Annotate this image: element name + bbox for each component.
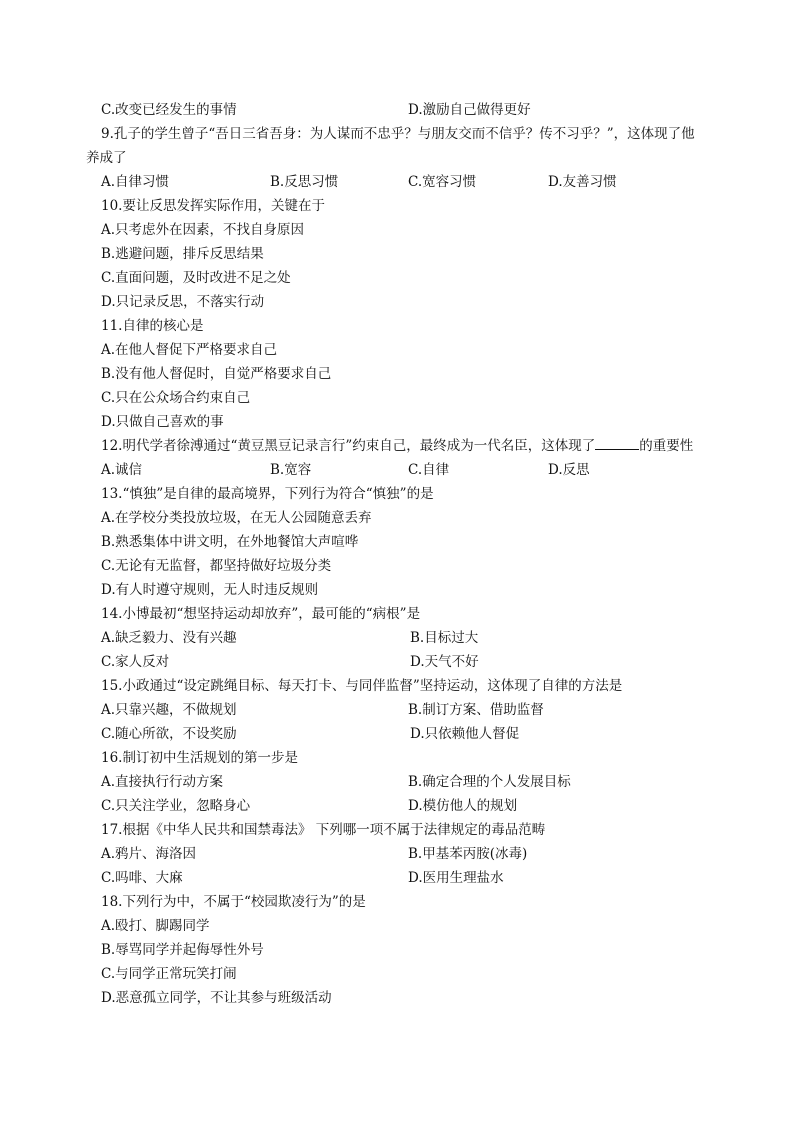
q9-option-c: C.宽容习惯	[408, 174, 477, 190]
q13-option-c: C.无论有无监督，都坚持做好垃圾分类	[101, 558, 332, 574]
q16-option-a: A.直接执行行动方案	[101, 774, 224, 790]
q11-stem: 11.自律的核心是	[101, 318, 204, 334]
q17-option-c: C.吗啡、大麻	[101, 870, 183, 886]
q15-option-d: D.只依赖他人督促	[410, 726, 520, 742]
q15-option-c: C.随心所欲，不设奖励	[101, 726, 237, 742]
q10-option-c: C.直面问题，及时改进不足之处	[101, 270, 291, 286]
q13-option-a: A.在学校分类投放垃圾，在无人公园随意丢弃	[101, 510, 372, 526]
q12-option-a: A.诚信	[101, 462, 143, 478]
q9-option-b: B.反思习惯	[270, 174, 339, 190]
q18-option-c: C.与同学正常玩笑打闹	[101, 966, 237, 982]
q9-stem-cont: 养成了	[86, 150, 127, 166]
q9-option-d: D.友善习惯	[548, 174, 617, 190]
q15-option-b: B.制订方案、借助监督	[408, 702, 544, 718]
q9-option-a: A.自律习惯	[101, 174, 170, 190]
q16-stem: 16.制订初中生活规划的第一步是	[101, 750, 298, 766]
q11-option-c: C.只在公众场合约束自己	[101, 390, 251, 406]
q12-option-b: B.宽容	[270, 462, 312, 478]
q18-stem: 18.下列行为中，不属于“校园欺凌行为”的是	[101, 894, 366, 910]
q12-stem-post: 的重要性	[639, 438, 694, 454]
q14-option-b: B.目标过大	[410, 630, 479, 646]
q14-option-a: A.缺乏毅力、没有兴趣	[101, 630, 237, 646]
q12-option-c: C.自律	[408, 462, 450, 478]
q14-stem: 14.小博最初“想坚持运动却放弃”，最可能的“病根”是	[101, 606, 421, 622]
q14-option-d: D.天气不好	[410, 654, 479, 670]
q13-stem: 13.“慎独”是自律的最高境界，下列行为符合“慎独”的是	[101, 486, 434, 502]
q16-option-b: B.确定合理的个人发展目标	[408, 774, 571, 790]
q17-stem: 17.根据《中华人民共和国禁毒法》 下列哪一项不属于法律规定的毒品范畴	[101, 822, 546, 838]
q15-stem: 15.小政通过“设定跳绳目标、每天打卡、与同伴监督”坚持运动，这体现了自律的方法是	[101, 678, 623, 694]
q14-option-c: C.家人反对	[101, 654, 170, 670]
q13-option-b: B.熟悉集体中讲文明，在外地餐馆大声喧哗	[101, 534, 359, 550]
q12-stem	[101, 435, 693, 457]
q12-option-d: D.反思	[548, 462, 590, 478]
q12-stem-pre: 12.明代学者徐溥通过“黄豆黑豆记录言行”约束自己，最终成为一代名臣，这体现了	[101, 438, 596, 454]
q16-option-c: C.只关注学业，忽略身心	[101, 798, 251, 814]
q11-option-d: D.只做自己喜欢的事	[101, 414, 224, 430]
q18-option-b: B.辱骂同学并起侮辱性外号	[101, 942, 264, 958]
q16-option-d: D.模仿他人的规划	[408, 798, 518, 814]
q17-option-d: D.医用生理盐水	[408, 870, 504, 886]
q10-stem: 10.要让反思发挥实际作用，关键在于	[101, 198, 325, 214]
q18-option-a: A.殴打、脚踢同学	[101, 918, 210, 934]
q12-answer-blank	[595, 435, 639, 450]
q13-option-d: D.有人时遵守规则，无人时违反规则	[101, 582, 319, 598]
q11-option-a: A.在他人督促下严格要求自己	[101, 342, 278, 358]
q17-option-b: B.甲基苯丙胺(冰毒)	[408, 846, 528, 862]
q9-stem: 9.孔子的学生曾子“吾日三省吾身：为人谋而不忠乎？与朋友交而不信乎？传不习乎？”，这体现了他	[101, 126, 695, 142]
q17-option-a: A.鸦片、海洛因	[101, 846, 197, 862]
prev-option-c: C.改变已经发生的事情	[101, 102, 237, 118]
prev-option-d: D.激励自己做得更好	[408, 102, 531, 118]
q15-option-a: A.只靠兴趣，不做规划	[101, 702, 237, 718]
q18-option-d: D.恶意孤立同学，不让其参与班级活动	[101, 990, 332, 1006]
q10-option-b: B.逃避问题，排斥反思结果	[101, 246, 264, 262]
q10-option-d: D.只记录反思，不落实行动	[101, 294, 265, 310]
q11-option-b: B.没有他人督促时，自觉严格要求自己	[101, 366, 332, 382]
q10-option-a: A.只考虑外在因素，不找自身原因	[101, 222, 305, 238]
